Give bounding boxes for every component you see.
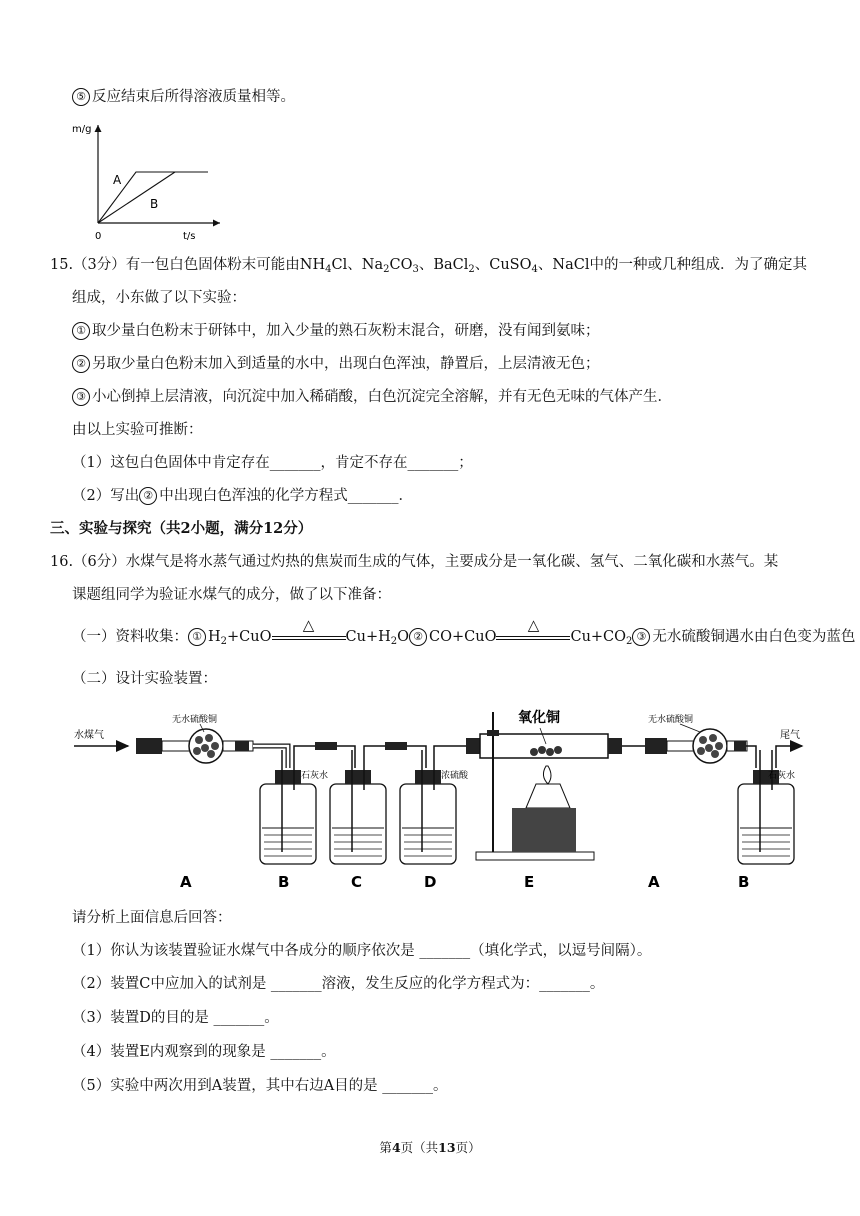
q15-stem-line1: 15.（3分）有一包白色固体粉末可能由$NH_4Cl$、$Na_2CO_3$、BaCl$_2$、CuSO$_4$、NaCl中的一种或几种组成．为了确定其 [50, 257, 807, 275]
bottle-b-right [738, 750, 794, 864]
circled-number: ⑤ [72, 88, 90, 106]
q14-option-5: ⑤ 反应结束后所得溶液质量相等。 [72, 87, 295, 107]
q16-stem-line2: 课题组同学为验证水煤气的成分，做了以下准备： [72, 587, 391, 603]
q16-sub1: （1）你认为该装置验证水煤气中各成分的顺序依次是 _______（填化学式，以逗号间隔）。 [72, 943, 652, 959]
heat-condition: △ [272, 627, 346, 647]
graph-x-label: t/s [183, 231, 196, 242]
q15-experiment-2: ② 另取少量白色粉末加入到适量的水中，出现白色浑浊，静置后，上层清液无色； [72, 354, 600, 374]
cuso4-right-label: 无水硫酸铜 [648, 715, 694, 725]
q15-experiment-1: ① 取少量白色粉末于研钵中，加入少量的熟石灰粉末混合，研磨，没有闻到氨味； [72, 321, 600, 341]
device-label-e: E [524, 873, 535, 891]
device-label-b: B [278, 873, 290, 891]
inlet-label: 水煤气 [74, 730, 104, 741]
q15-stem-line2: 组成，小东做了以下实验： [72, 290, 246, 306]
graph-origin: 0 [95, 231, 102, 242]
device-label-a-right: A [648, 873, 660, 891]
graph-y-label: m/g [72, 124, 92, 135]
limewater-b-label: 石灰水 [301, 771, 329, 781]
heat-condition: △ [496, 627, 570, 647]
q16-sub3: （3）装置D的目的是 _______。 [72, 1010, 279, 1026]
q16-design: （二）设计实验装置： [72, 671, 217, 687]
q16-prompt: 请分析上面信息后回答： [72, 910, 232, 926]
drying-tube-a-right [645, 729, 747, 763]
device-label-a: A [180, 873, 192, 891]
apparatus-diagram [60, 700, 810, 900]
cuo-label: 氧化铜 [518, 710, 560, 726]
q16-references: （一）资料收集： ① $H_2+CuO$ △ $Cu+H_2O$ ② CO+CuO △ $Cu+CO_2$ ③ 无水硫酸铜遇水由白色变为蓝色 [72, 616, 856, 647]
cuso4-left-label: 无水硫酸铜 [172, 715, 218, 725]
mass-time-graph [70, 115, 250, 245]
q15-sub1: （1）这包白色固体中肯定存在_______，肯定不存在_______； [72, 455, 473, 471]
bottle-c [330, 750, 386, 864]
section-heading-3: 三、实验与探究（共2小题，满分12分） [50, 520, 313, 537]
q15-experiment-3: ③ 小心倒掉上层清液，向沉淀中加入稀硝酸，白色沉淀完全溶解，并有无色无味的气体产生． [72, 387, 672, 407]
q16-stem-line1: 16.（6分）水煤气是将水蒸气通过灼热的焦炭而生成的气体，主要成分是一氧化碳、氢气、二氧化碳和水蒸气。某 [50, 554, 779, 570]
conc-acid-label: 浓硫酸 [441, 771, 469, 781]
device-label-b-right: B [738, 873, 750, 891]
q16-sub4: （4）装置E内观察到的现象是 _______。 [72, 1044, 336, 1060]
outlet-label: 尾气 [780, 730, 800, 741]
q15-infer: 由以上实验可推断： [72, 422, 203, 438]
device-label-d: D [424, 873, 437, 891]
limewater-right-label: 石灰水 [768, 771, 796, 781]
apparatus-e [466, 712, 622, 860]
bottle-d [400, 750, 456, 864]
drying-tube-a-left [136, 729, 253, 763]
graph-label-b: B [150, 197, 159, 211]
q15-sub2: （2）写出 ② 中出现白色浑浊的化学方程式_______． [72, 488, 413, 504]
page-footer: 第4页（共13页） [379, 1140, 481, 1155]
q16-sub2: （2）装置C中应加入的试剂是 _______溶液，发生反应的化学方程式为：_______。 [72, 976, 605, 992]
q16-sub5: （5）实验中两次用到A装置，其中右边A目的是 _______。 [72, 1078, 448, 1094]
graph-label-a: A [113, 173, 122, 187]
device-label-c: C [351, 873, 363, 891]
curve-b [98, 172, 175, 223]
